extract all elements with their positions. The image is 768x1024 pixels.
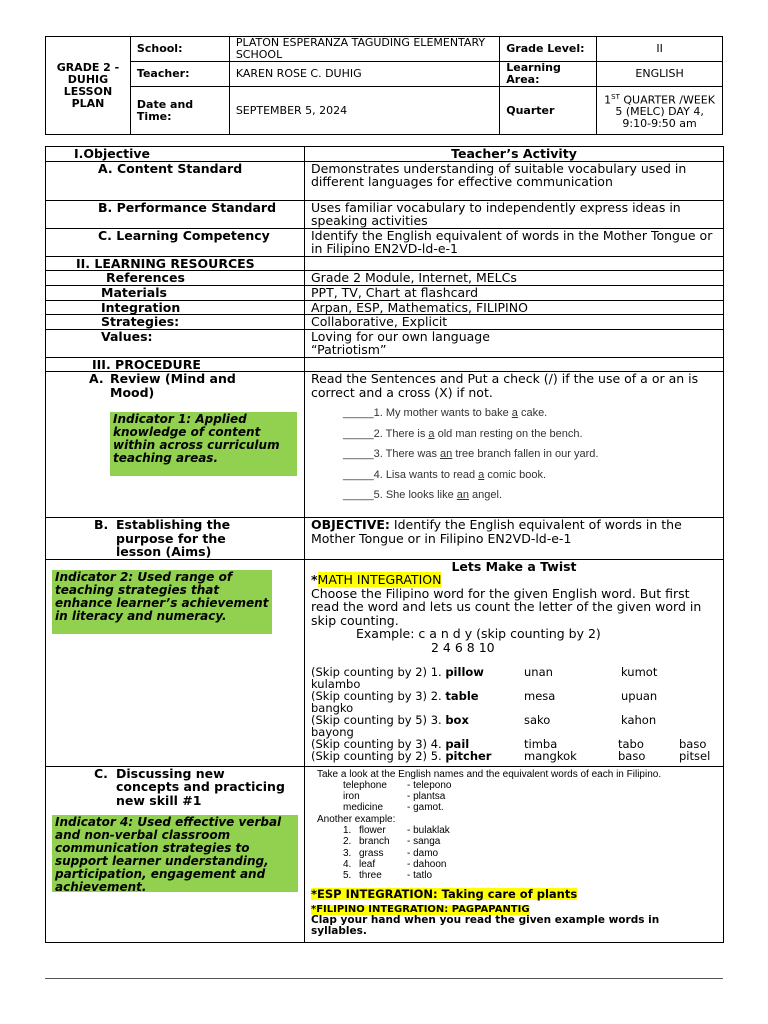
skip-item-prefix (311, 750, 491, 762)
review-heading (52, 372, 298, 399)
example-item (343, 859, 717, 870)
objective-header: I.Objective (46, 147, 305, 162)
example-number: 5. (343, 870, 352, 882)
skip-item-word: pitcher (445, 749, 492, 763)
pair-list (311, 780, 717, 814)
example-number: 4. (343, 858, 352, 870)
example-english: branch (359, 836, 390, 848)
area-label: Learning Area: (500, 62, 597, 87)
establish-cell (46, 518, 305, 560)
plan-title: GRADE 2 - DUHIG LESSON PLAN (46, 37, 131, 135)
sentence-pre: _____3. There was (343, 448, 441, 460)
grade-value: II (597, 37, 723, 62)
review-instruction: Read the Sentences and Put a check (/) if the use of a or an is correct and a cross (X) if not. (311, 371, 699, 400)
skip-item (311, 750, 717, 762)
sentence-article: an (456, 489, 469, 501)
values-line-1: Loving for our own language (311, 328, 490, 344)
quarter-label: Quarter (500, 87, 597, 135)
quarter-sup: ST (611, 92, 620, 101)
footer-divider (45, 978, 723, 979)
area-value: ENGLISH (597, 62, 723, 87)
integration-value: Arpan, ESP, Mathematics, FILIPINO (305, 300, 724, 315)
sentence-item (343, 448, 717, 469)
example-english: flower (359, 824, 386, 836)
sentence-item (343, 469, 717, 490)
example-filipino: - tatlo (407, 870, 433, 882)
sentence-article: a (511, 407, 518, 419)
establish-letter: B. (94, 517, 109, 532)
content-standard-label: A. Content Standard (46, 161, 305, 200)
quarter-num: 1 (604, 93, 612, 107)
example-item (343, 836, 717, 847)
skip-item-word: table (445, 689, 479, 703)
sentence-pre: _____5. She looks like (343, 489, 457, 501)
review-cell (46, 372, 305, 518)
skip-item-option-2: baso (618, 749, 646, 763)
references-label: References (46, 271, 305, 286)
example-filipino: - sanga (407, 836, 441, 848)
skip-item-option-2: kahon (621, 713, 657, 727)
pair-item (343, 791, 717, 802)
content-standard-value: Demonstrates understanding of suitable vocabulary used in different languages for effective communication (305, 161, 724, 200)
strategies-label: Strategies: (46, 315, 305, 330)
example-filipino: - damo (407, 847, 439, 859)
example-numbers: 2 4 6 8 10 (431, 639, 495, 655)
sentence-pre: _____4. Lisa wants to read (343, 468, 479, 481)
filipino-integration: *FILIPINO INTEGRATION: PAGPAPANTIG (311, 903, 530, 915)
teacher-label: Teacher: (130, 62, 229, 87)
sentence-post: angel. (469, 489, 503, 501)
sentence-post: comic book. (484, 468, 547, 481)
values-line-2: “Patriotism” (311, 342, 387, 357)
skip-item-prefix-text: (Skip counting by 5) 3. (311, 713, 446, 727)
skip-item-option-2: upuan (621, 689, 658, 703)
math-integration-line (311, 573, 717, 587)
quarter-rest: QUARTER /WEEK 5 (MELC) DAY 4, 9:10-9:50 am (615, 93, 715, 131)
values-value (305, 329, 724, 357)
example-item (343, 870, 717, 881)
establish-content (305, 518, 724, 560)
sentence-item (343, 489, 717, 510)
skip-item-option-3: bangko (311, 701, 354, 715)
pair-filipino: - telepono (407, 779, 452, 791)
skip-item-option-1: timba (524, 737, 558, 751)
sentence-article: an (440, 448, 453, 460)
skip-item-option-1: mangkok (524, 749, 577, 763)
skip-item (311, 714, 717, 738)
performance-standard-label: B. Performance Standard (46, 200, 305, 228)
sentence-article: a (428, 427, 435, 440)
sentence-article: a (478, 468, 485, 481)
materials-value: PPT, TV, Chart at flashcard (305, 286, 724, 301)
skip-item-option-3: pitsel (679, 749, 711, 763)
performance-standard-value: Uses familiar vocabulary to independently express ideas in speaking activities (305, 200, 724, 228)
establish-label: Establishing the purpose for the lesson (Aims) (116, 517, 231, 559)
esp-integration: *ESP INTEGRATION: Taking care of plants (311, 887, 578, 902)
sentence-pre: _____2. There is (343, 427, 429, 440)
twist-title: Lets Make a Twist (451, 558, 577, 574)
sentence-post: old man resting on the bench. (434, 427, 583, 440)
indicator-1: Indicator 1: Applied knowledge of content within across curriculum teaching areas. (110, 412, 297, 476)
skip-item (311, 690, 717, 714)
example-english: leaf (359, 858, 376, 870)
skip-item-prefix-text: (Skip counting by 3) 2. (311, 689, 446, 703)
pair-filipino: - gamot. (407, 802, 444, 814)
skip-item-option-1: sako (524, 713, 551, 727)
date-value: SEPTEMBER 5, 2024 (229, 87, 499, 135)
objective-text: Identify the English equivalent of words in the Mother Tongue or in Filipino EN2VD-ld-e-1 (311, 517, 682, 546)
skip-item-prefix-text: (Skip counting by 2) 5. (311, 749, 446, 763)
strategies-value: Collaborative, Explicit (305, 315, 724, 330)
pair-english: iron (343, 791, 360, 803)
grade-label: Grade Level: (500, 37, 597, 62)
skip-counting-list (311, 666, 717, 762)
skip-item-prefix-text: (Skip counting by 2) 1. (311, 665, 446, 679)
discuss-content (305, 766, 724, 942)
skip-item-prefix-text: (Skip counting by 3) 4. (311, 737, 446, 751)
pair-item (343, 802, 717, 813)
example-english: grass (359, 847, 384, 859)
example-number: 2. (343, 836, 352, 848)
example-english: three (359, 870, 382, 882)
school-value: PLATON ESPERANZA TAGUDING ELEMENTARY SCHOOL (229, 37, 499, 62)
resources-label: II. LEARNING RESOURCES (46, 256, 305, 271)
sentence-pre: _____1. My mother wants to bake (343, 407, 512, 419)
discuss-label: Discussing new concepts and practicing new skill #1 (116, 765, 285, 808)
sentence-item (343, 428, 717, 449)
sentence-post: cake. (517, 407, 548, 419)
example-item (343, 825, 717, 836)
skip-item-word: box (445, 713, 469, 727)
skip-item-word: pillow (445, 665, 484, 679)
skip-item-option-2: kumot (621, 665, 658, 679)
skip-item-option-3: bayong (311, 725, 354, 739)
example-number: 1. (343, 824, 352, 836)
sentence-list (343, 407, 717, 510)
skip-item-option-1: mesa (524, 689, 556, 703)
sentence-item (343, 407, 717, 428)
discuss-cell (46, 766, 305, 942)
skip-item-option-2: tabo (618, 737, 644, 751)
integration-label: Integration (46, 300, 305, 315)
twist-content (305, 559, 724, 766)
look-title: Take a look at the English names and the equivalent words of each in Filipino. (317, 768, 662, 780)
values-label: Values: (46, 329, 305, 357)
example-item (343, 848, 717, 859)
example-filipino: - bulaklak (407, 824, 450, 836)
math-integration: MATH INTEGRATION (317, 572, 442, 587)
procedure-label: III. PROCEDURE (46, 357, 305, 372)
indicator-4: Indicator 4: Used effective verbal and non-verbal classroom communication strategies to support learner understanding, participation, engagement and achievement. (52, 815, 298, 892)
clap-instruction: Clap your hand when you read the given example words in syllables. (311, 913, 660, 937)
example-number: 3. (343, 847, 352, 859)
review-letter: A. (89, 371, 104, 386)
skip-item-option-1: unan (524, 665, 553, 679)
pair-filipino: - plantsa (407, 791, 446, 803)
competency-label: C. Learning Competency (46, 228, 305, 256)
discuss-letter: C. (94, 765, 108, 781)
school-label: School: (130, 37, 229, 62)
teacher-value: KAREN ROSE C. DUHIG (229, 62, 499, 87)
indicator-2: Indicator 2: Used range of teaching strategies that enhance learner’s achievement in literacy and numeracy. (52, 570, 272, 634)
pair-english: medicine (343, 802, 384, 814)
math-star: * (311, 572, 318, 587)
date-label: Date and Time: (130, 87, 229, 135)
competency-value: Identify the English equivalent of words in the Mother Tongue or in Filipino EN2VD-ld-e-1 (305, 228, 724, 256)
twist-instruction: Choose the Filipino word for the given English word. But first read the word and lets us count the letter of the given word in skip counting. (311, 585, 702, 628)
example-filipino: - dahoon (407, 858, 447, 870)
establish-heading (52, 518, 298, 559)
skip-item-option-3: baso (679, 737, 707, 751)
references-value: Grade 2 Module, Internet, MELCs (305, 271, 724, 286)
skip-item-option-3: kulambo (311, 677, 361, 691)
review-content (305, 372, 724, 518)
header-table (45, 36, 723, 135)
resources-empty (305, 256, 724, 271)
example-line: Example: c a n d y (skip counting by 2) (356, 626, 601, 641)
skip-item-word: pail (445, 737, 470, 751)
quarter-value (597, 87, 723, 135)
discuss-heading (52, 767, 298, 808)
procedure-empty (305, 357, 724, 372)
skip-item (311, 666, 717, 690)
activity-header: Teacher’s Activity (305, 147, 724, 162)
objective-bold: OBJECTIVE: (311, 517, 390, 532)
lesson-plan-table (45, 146, 724, 943)
review-label: Review (Mind and Mood) (110, 371, 236, 400)
pair-english: telephone (343, 779, 387, 791)
sentence-post: tree branch fallen in our yard. (452, 448, 599, 460)
pair-item (343, 780, 717, 791)
another-example: Another example: (317, 813, 396, 825)
twist-left-cell (46, 559, 305, 766)
example-list (311, 825, 717, 881)
materials-label: Materials (46, 286, 305, 301)
